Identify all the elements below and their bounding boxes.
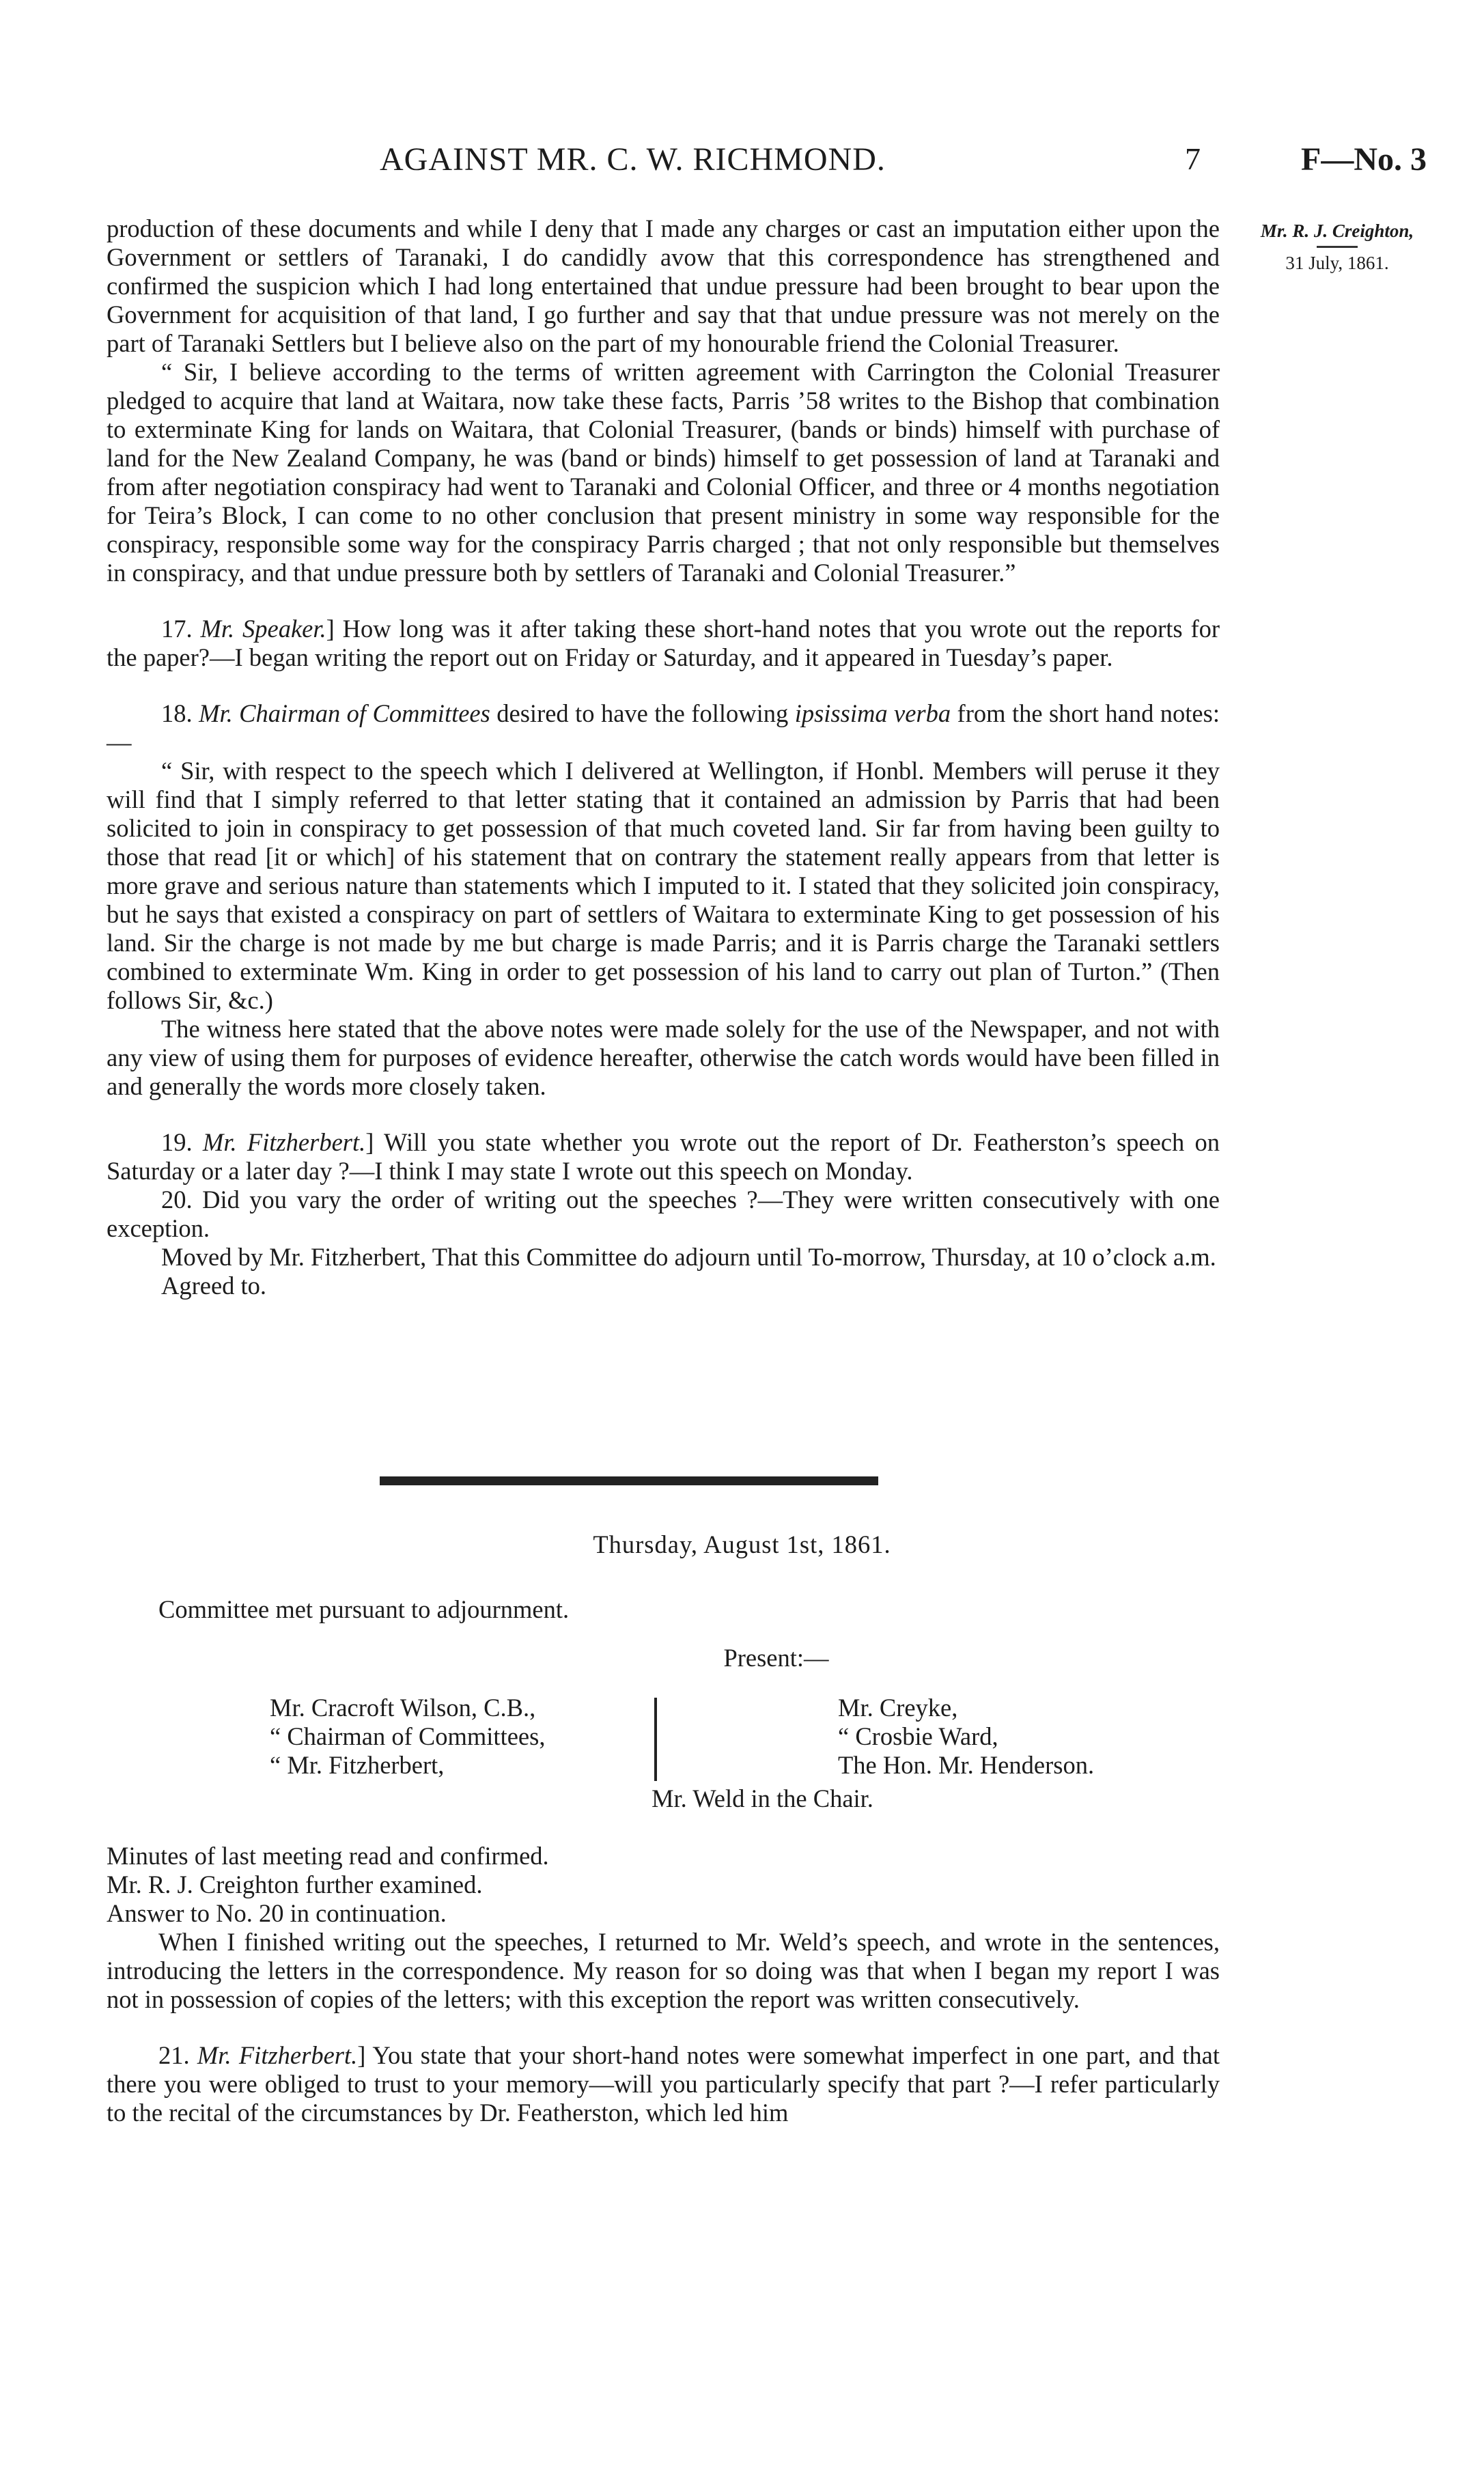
agreed-line: Agreed to. — [161, 1272, 267, 1300]
examined-line: Mr. R. J. Creighton further examined. — [107, 1870, 483, 1898]
paragraph-continuation: production of these documents and while I deny that I made any charges or cast an imputation either upon the Government or settlers of Taranaki, I do candidly avow that this correspondence has strengthened and confirmed the suspicion which I had long entertained that undue pressure had been brought to bear upon the Government for acquisition of that land, I go further and say that that undue pressure was not merely on the part of Taranaki Settlers but I believe also on the part of my honourable friend the Colonial Treasurer. — [107, 214, 1220, 357]
question-18: 18. Mr. Chairman of Committees desired to have the following ipsissima verba from the short hand notes:— — [107, 699, 1220, 756]
margin-date: 31 July, 1861. — [1285, 253, 1389, 273]
evidence-body — [107, 214, 1220, 1300]
committee-met: Committee met pursuant to adjournment. — [158, 1595, 570, 1623]
present-label: Present:— — [723, 1644, 829, 1672]
running-header — [0, 141, 1484, 188]
question-19: 19. Mr. Fitzherbert.] Will you state whether you wrote out the report of Dr. Featherston’s speech on Saturday or a later day ?—I think I may state I wrote out this speech on Monday. — [107, 1128, 1220, 1185]
question-21: 21. Mr. Fitzherbert.] You state that your short-hand notes were somewhat imperfect in one part, and that there you were obliged to trust to your memory—will you particularly specify that part ?—I refer particularly to the recital of the circumstances by Dr. Featherston, which led him — [107, 2041, 1220, 2127]
member: Mr. Creyke, — [838, 1694, 958, 1722]
answer-line: Answer to No. 20 in continuation. — [107, 1899, 447, 1927]
section-divider — [380, 1476, 878, 1485]
member: “ Chairman of Committees, — [270, 1722, 546, 1750]
adjourn-motion: Moved by Mr. Fitzherbert, That this Committee do adjourn until To-morrow, Thursday, at 10 o’clock a.m. — [161, 1243, 1216, 1271]
margin-note — [1235, 217, 1440, 277]
margin-witness: Mr. R. J. Creighton, — [1260, 221, 1414, 241]
minutes-line: Minutes of last meeting read and confirmed. — [107, 1842, 549, 1870]
speaker-name: Mr. Fitzherbert. — [197, 2041, 358, 2069]
quoted-notes: “ Sir, I believe according to the terms of written agreement with Carrington the Colonial Treasurer pledged to acquire that land at Waitara, now take these facts, Parris ’58 writes to the Bishop that combination to exterminate King for lands on Waitara, that Colonial Treasurer, (bands or binds) himself with purchase of land for the New Zealand Company, he was (band or binds) himself to get possession of land at Taranaki and from after negotiation conspiracy had went to Taranaki and Colonial Officer, and three or 4 months negotiation for Teira’s Block, I can come to no other conclusion that present ministry in some way responsible for the conspiracy, responsible some way for the conspiracy Parris charged ; that not only responsible but themselves in conspiracy, and that undue pressure both by settlers of Taranaki and Colonial Treasurer.” — [107, 358, 1220, 587]
header-title: AGAINST MR. C. W. RICHMOND. — [380, 141, 886, 178]
speaker-name: Mr. Chairman of Committees — [199, 699, 490, 727]
evidence-body-2 — [107, 1842, 1220, 2127]
meeting-date: Thursday, August 1st, 1861. — [593, 1530, 891, 1558]
document-reference: F—No. 3 — [1301, 141, 1427, 178]
member: “ Crosbie Ward, — [838, 1722, 998, 1750]
answer-text: When I finished writing out the speeches, I returned to Mr. Weld’s speech, and wrote in the sentences, introducing the letters in the correspondence. My reason for so doing was that when I began my report I was not in possession of copies of the letters; with this exception the report was written consecutively. — [107, 1928, 1220, 2013]
latin-phrase: ipsissima verba — [794, 699, 951, 727]
column-rule — [654, 1698, 657, 1781]
member: “ Mr. Fitzherbert, — [270, 1751, 445, 1779]
speaker-name: Mr. Fitzherbert. — [202, 1128, 366, 1156]
chair-line: Mr. Weld in the Chair. — [652, 1784, 873, 1812]
page-number: 7 — [1185, 141, 1201, 176]
margin-rule — [1317, 246, 1358, 248]
question-17: 17. Mr. Speaker.] How long was it after taking these short-hand notes that you wrote out the reports for the paper?—I began writing the report out on Friday or Saturday, and it appeared in Tuesday’s paper. — [107, 615, 1220, 671]
speaker-name: Mr. Speaker. — [200, 615, 326, 643]
member: The Hon. Mr. Henderson. — [838, 1751, 1095, 1779]
witness-statement: The witness here stated that the above notes were made solely for the use of the Newspaper, and not with any view of using them for purposes of evidence hereafter, otherwise the catch words would have been filled in and generally the words more closely taken. — [107, 1015, 1220, 1100]
question-20: 20. Did you vary the order of writing out the speeches ?—They were written consecutively with one exception. — [107, 1186, 1220, 1242]
present-list-left — [270, 1694, 545, 1780]
present-list-right — [838, 1694, 1094, 1780]
member: Mr. Cracroft Wilson, C.B., — [270, 1694, 536, 1722]
quoted-speech: “ Sir, with respect to the speech which I delivered at Wellington, if Honbl. Members will peruse it they will find that I simply referred to that letter stating that it contained an admission by Parris that had been solicited to join in conspiracy to get possession of that much coveted land. Sir far from having been guilty to those that read [it or which] of his statement that on contrary the statement really appears from that letter is more grave and serious nature than statements which I imputed to it. I stated that they solicited join conspiracy, but he says that existed a conspiracy on part of settlers of Waitara to exterminate King to get possession of his land. Sir the charge is not made by me but charge is made Parris; and it is Parris charge the Taranaki settlers combined to exterminate Wm. King in order to get possession of his land to carry out plan of Turton.” (Then follows Sir, &c.) — [107, 757, 1220, 1014]
